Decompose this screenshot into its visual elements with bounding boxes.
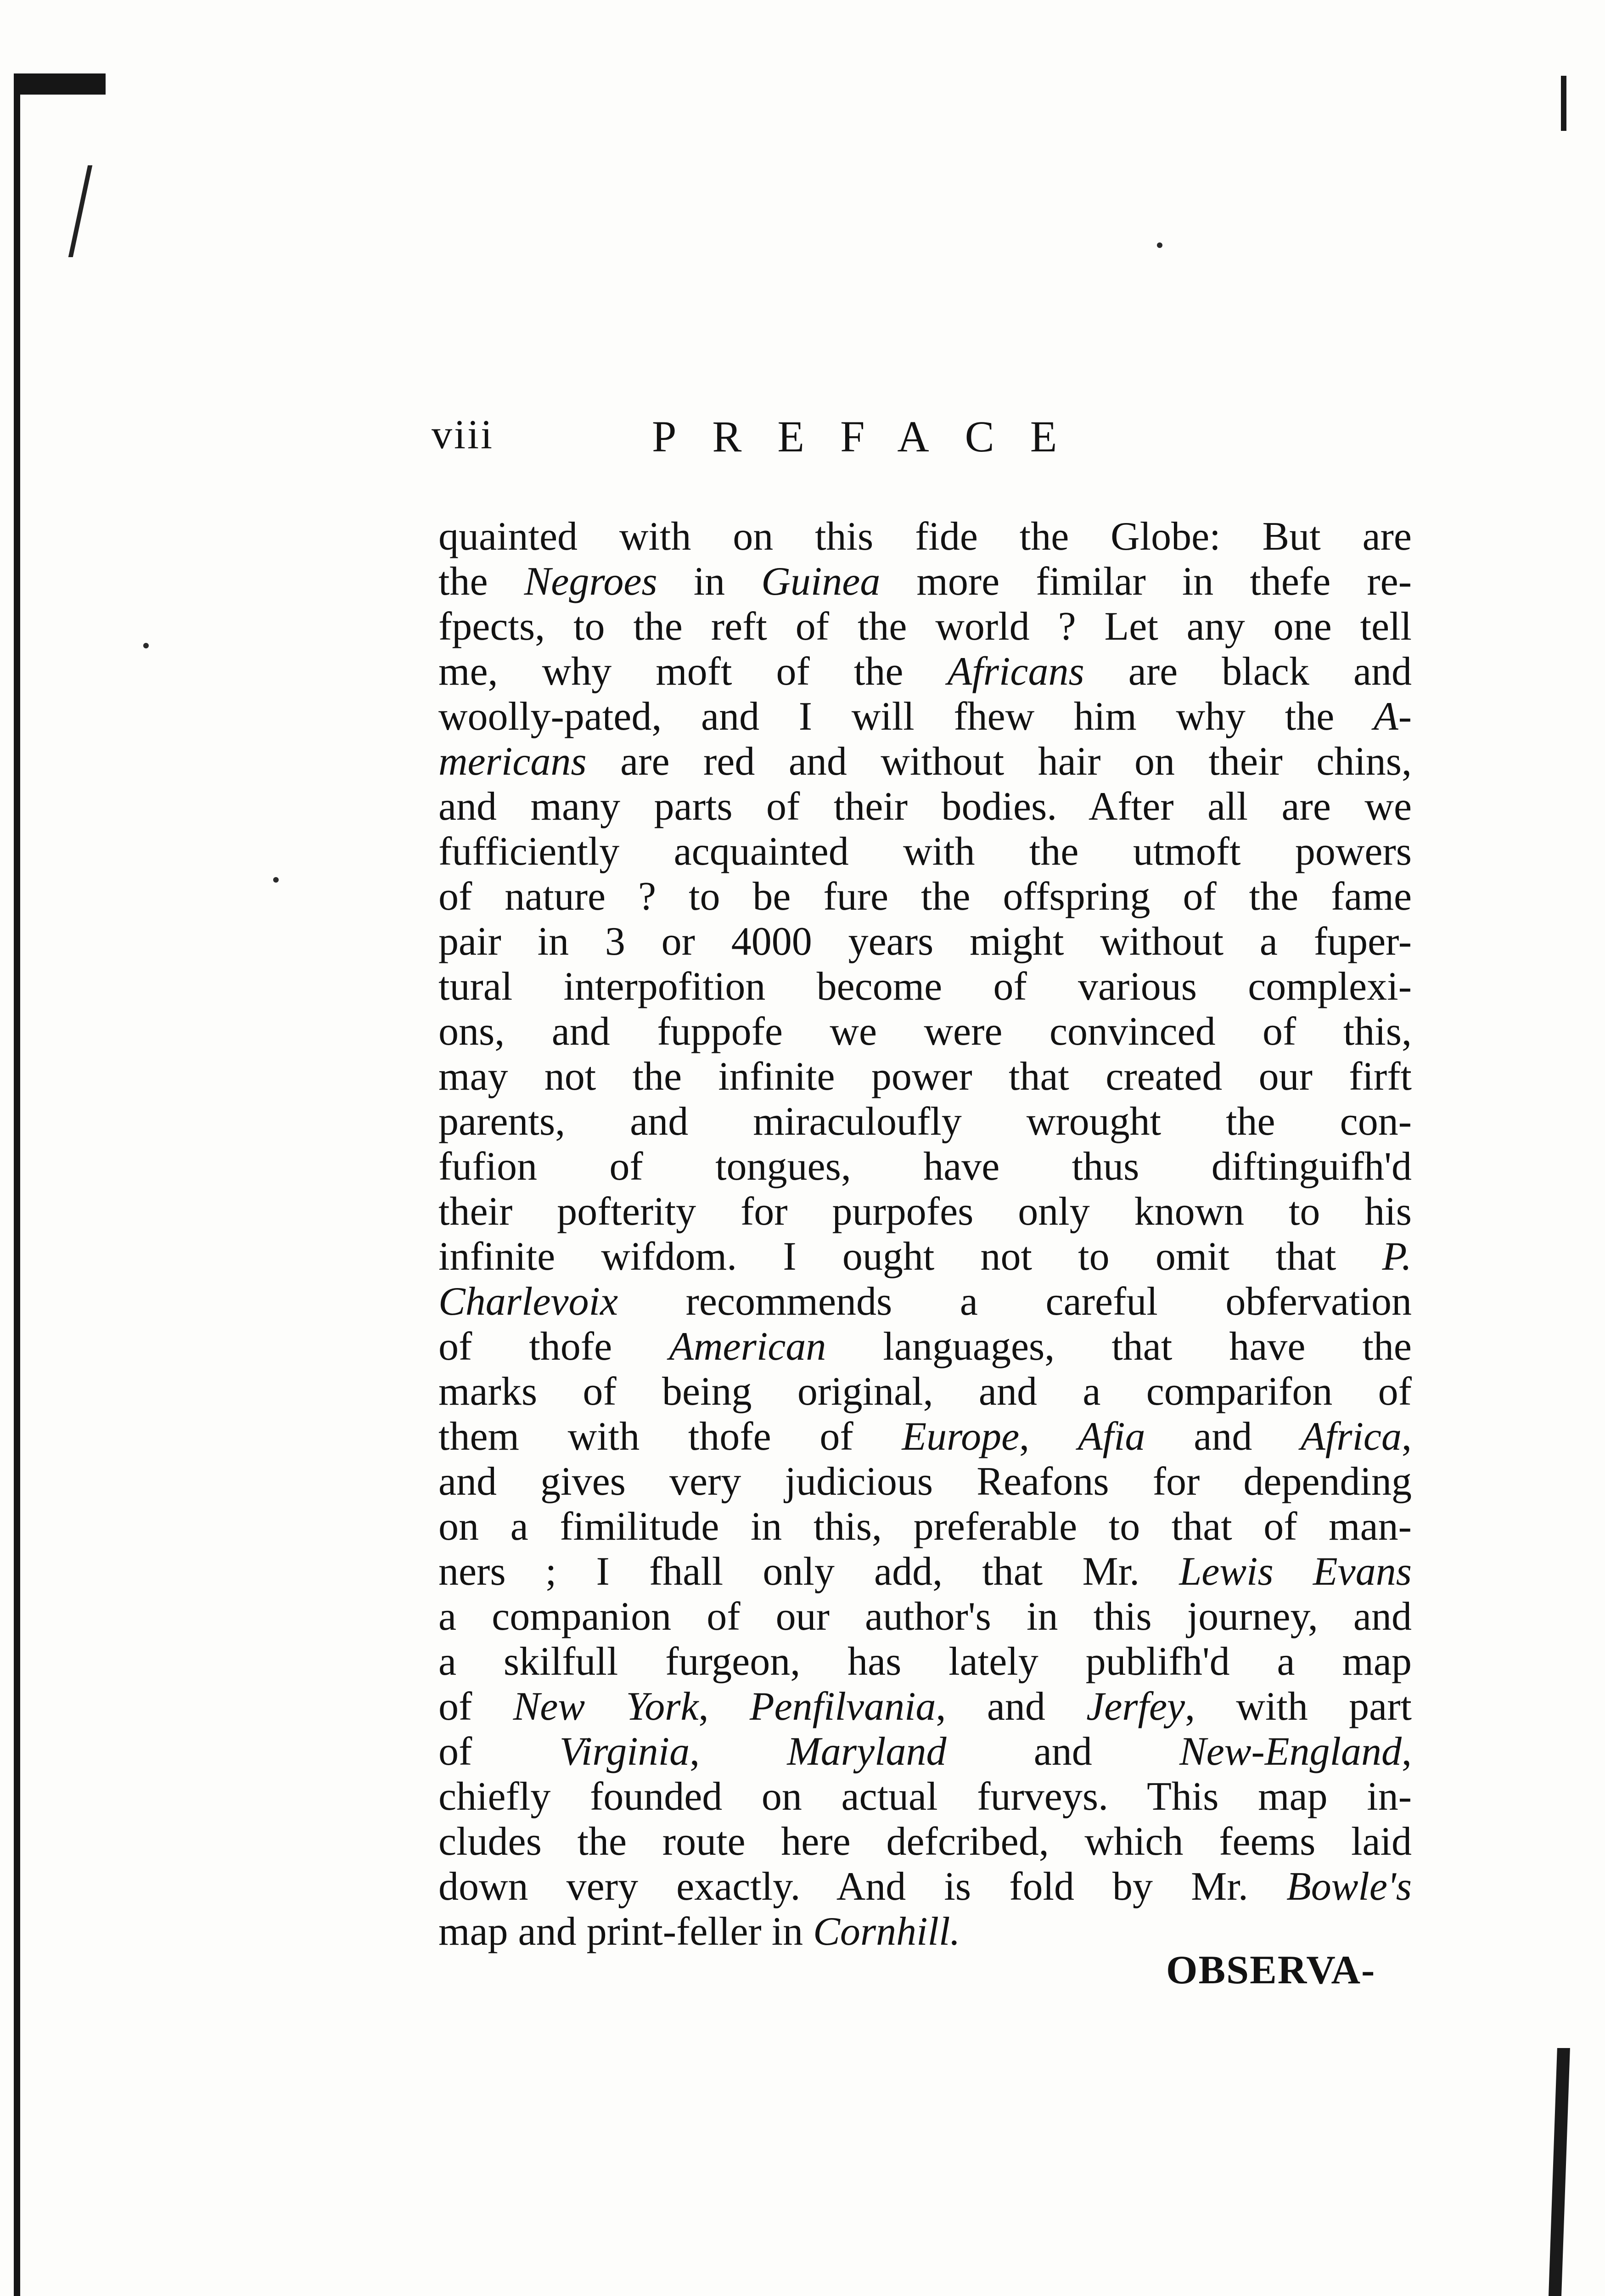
text-line: may not the infinite power that created our firft: [438, 1054, 1412, 1099]
ink-speck: [143, 643, 149, 648]
text-line: a skilfull furgeon, has lately publifh'd a map: [438, 1639, 1412, 1684]
text-line: fpects, to the reft of the world ? Let any one tell: [438, 604, 1412, 649]
text-line: map and print-feller in Cornhill.: [438, 1909, 960, 1954]
running-head: [432, 411, 1442, 466]
ink-speck: [1157, 242, 1162, 248]
text-line: their pofterity for purpofes only known to his: [438, 1189, 1412, 1234]
text-line: cludes the route here defcribed, which feems laid: [438, 1819, 1412, 1864]
text-line: Charlevoix recommends a careful obfervation: [438, 1279, 1412, 1324]
text-line: parents, and miraculoufly wrought the con-: [438, 1099, 1412, 1144]
text-line: them with thofe of Europe, Afia and Africa,: [438, 1414, 1412, 1459]
text-line: ons, and fuppofe we were convinced of this,: [438, 1009, 1412, 1054]
text-line: of thofe American languages, that have the: [438, 1324, 1412, 1369]
text-line: tural interpofition become of various complexi-: [438, 964, 1412, 1009]
body-text: [438, 514, 1412, 1954]
text-line: and many parts of their bodies. After all are we: [438, 784, 1412, 829]
scan-margin-artifact: [14, 73, 75, 2296]
text-line: a companion of our author's in this journey, and: [438, 1594, 1412, 1639]
ink-speck: [273, 877, 279, 883]
text-line: quainted with on this fide the Globe: But are: [438, 514, 1412, 559]
text-line: and gives very judicious Reafons for depending: [438, 1459, 1412, 1504]
text-line: the Negroes in Guinea more fimilar in thefe re-: [438, 559, 1412, 604]
scan-right-edge-artifact: [1546, 2048, 1570, 2296]
text-line: down very exactly. And is fold by Mr. Bowle's: [438, 1864, 1412, 1909]
text-line: infinite wifdom. I ought not to omit that P.: [438, 1234, 1412, 1279]
text-line: fufion of tongues, have thus diftinguifh'd: [438, 1144, 1412, 1189]
text-line: me, why moft of the Africans are black and: [438, 649, 1412, 694]
page-number: viii: [432, 412, 494, 457]
text-line: of Virginia, Maryland and New-England,: [438, 1729, 1412, 1774]
text-line: woolly-pated, and I will fhew him why the A-: [438, 694, 1412, 739]
scan-margin-artifact-top: [14, 73, 106, 95]
text-line: fufficiently acquainted with the utmoft powers: [438, 829, 1412, 874]
text-line: pair in 3 or 4000 years might without a fuper-: [438, 919, 1412, 964]
text-line: marks of being original, and a comparifon of: [438, 1369, 1412, 1414]
catchword: OBSERVA-: [1166, 1948, 1376, 1992]
text-line: chiefly founded on actual furveys. This map in-: [438, 1774, 1412, 1819]
running-title: PREFACE: [652, 412, 1093, 461]
text-line: ners ; I fhall only add, that Mr. Lewis Evans: [438, 1549, 1412, 1594]
text-line: mericans are red and without hair on their chins,: [438, 739, 1412, 784]
text-line: of nature ? to be fure the offspring of the fame: [438, 874, 1412, 919]
text-line: on a fimilitude in this, preferable to that of man-: [438, 1504, 1412, 1549]
scan-right-edge-mark: [1561, 76, 1566, 131]
text-line: of New York, Penfilvania, and Jerfey, with part: [438, 1684, 1412, 1729]
